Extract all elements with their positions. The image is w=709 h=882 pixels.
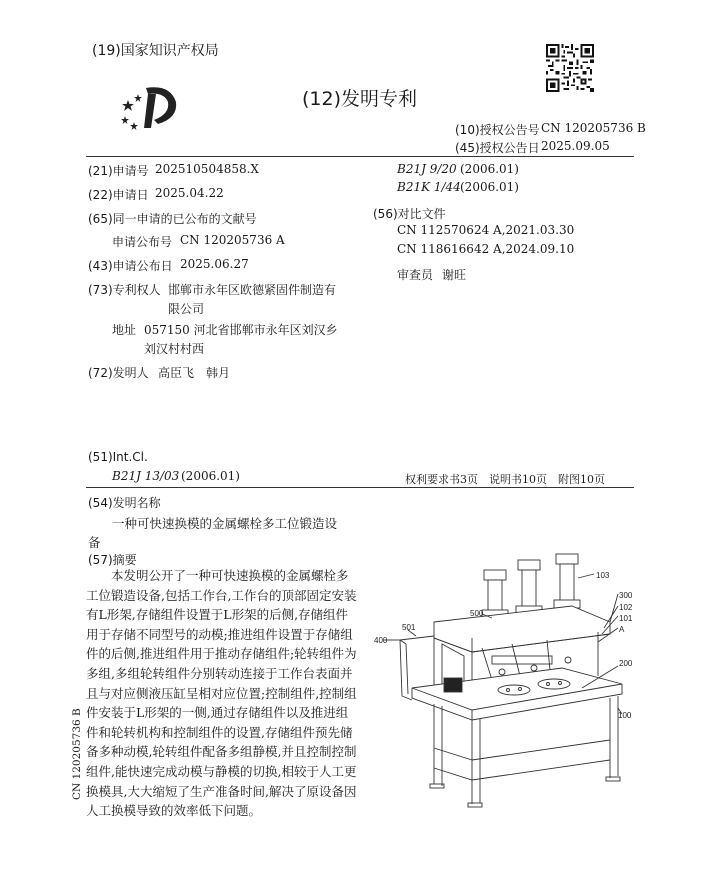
patentee-line2: 限公司 — [168, 302, 205, 316]
pub-no-label: 申请公布号 — [112, 235, 173, 249]
label-300: 300 — [619, 591, 633, 600]
address-line2: 刘汉村村西 — [144, 342, 205, 356]
class-1-date: (2006.01) — [460, 162, 519, 176]
examiner: 谢旺 — [442, 268, 467, 282]
patentee-label: (73)专利权人 — [88, 283, 161, 297]
office-name: (19)国家知识产权局 — [92, 43, 219, 59]
abstract-label: (57)摘要 — [88, 553, 137, 567]
patentee-line1: 邯郸市永年区欧德紧固件制造有 — [168, 283, 337, 297]
pub-date: 2025.06.27 — [180, 257, 249, 271]
label-102: 102 — [619, 603, 633, 612]
intcl-1: B21J 13/03 — [112, 469, 180, 483]
doc-type: (12)发明专利 — [302, 88, 418, 110]
abstract-paragraph: 本发明公开了一种可快速换模的金属螺栓多工位锻造设备,包括工作台,工作台的顶部固定安装有L形架,存储组件设置于L形架的后侧,存储组件用于存储不同型号的动模;推进组件设置于存储组件的后侧,推进组件用于推动存储组件;轮转组件为多组,多组轮转组件分别转动连接于工作台表面并且与对应侧液压缸呈相对应位置;控制组件,控制组件安装于L形架的一侧,通过存储组件以及推进组件和轮转机构和控制组件的设置,存储组件预先储备多种动模,轮转组件配备多组静模,并且控制控制组件,能快速完成动模与静模的切换,相较于人工更换模具,大大缩短了生产准备时间,解决了原设备因人工换模导致的效率低下问题。 — [86, 568, 357, 819]
label-501: 501 — [402, 623, 416, 632]
pages-info: 权利要求书3页 说明书10页 附图10页 — [405, 473, 605, 486]
ref-1: CN 112570624 A,2021.03.30 — [397, 223, 575, 237]
intcl-1-date: (2006.01) — [181, 469, 240, 483]
inventor-label: (72)发明人 — [88, 366, 149, 380]
ref-2: CN 118616642 A,2024.09.10 — [397, 242, 575, 256]
inventors: 高臣飞 韩月 — [158, 366, 231, 380]
address-line1: 057150 河北省邯郸市永年区刘汉乡 — [144, 323, 338, 337]
label-101: 101 — [619, 614, 633, 623]
label-103: 103 — [596, 571, 610, 580]
examiner-label: 审查员 — [397, 268, 434, 282]
header-rule — [86, 156, 634, 157]
class-2: B21K 1/44 — [397, 180, 461, 194]
address-label: 地址 — [112, 323, 137, 337]
invention-title-line2: 备 — [88, 535, 101, 550]
side-publication-number: CN 120205736 B — [71, 708, 83, 800]
intcl-label: (51)Int.Cl. — [88, 450, 148, 464]
machine-drawing — [372, 548, 634, 812]
grant-no-label: (10)授权公告号 — [455, 123, 540, 137]
grant-date: 2025.09.05 — [541, 139, 610, 153]
cnipa-logo — [118, 80, 188, 135]
prior-pub-label: (65)同一申请的已公布的文献号 — [88, 212, 257, 226]
qr-code — [546, 44, 594, 92]
abstract-text — [86, 566, 358, 821]
label-100: 100 — [618, 711, 632, 720]
app-date-label: (22)申请日 — [88, 188, 149, 202]
class-1: B21J 9/20 — [397, 162, 457, 176]
refs-label: (56)对比文件 — [373, 207, 446, 221]
class-2-date: (2006.01) — [460, 180, 519, 194]
label-A: A — [619, 625, 625, 634]
title-label: (54)发明名称 — [88, 496, 161, 510]
grant-date-label: (45)授权公告日 — [455, 141, 540, 155]
pub-date-label: (43)申请公布日 — [88, 259, 173, 273]
label-500: 500 — [470, 609, 484, 618]
label-400: 400 — [374, 636, 388, 645]
grant-no: CN 120205736 B — [541, 121, 646, 135]
mid-rule — [86, 487, 634, 488]
app-date: 2025.04.22 — [155, 186, 224, 200]
pub-no: CN 120205736 A — [180, 233, 285, 247]
invention-title-line1: 一种可快速换模的金属螺栓多工位锻造设 — [112, 516, 338, 531]
app-no: 202510504858.X — [155, 162, 259, 176]
label-200: 200 — [619, 659, 633, 668]
app-no-label: (21)申请号 — [88, 164, 149, 178]
